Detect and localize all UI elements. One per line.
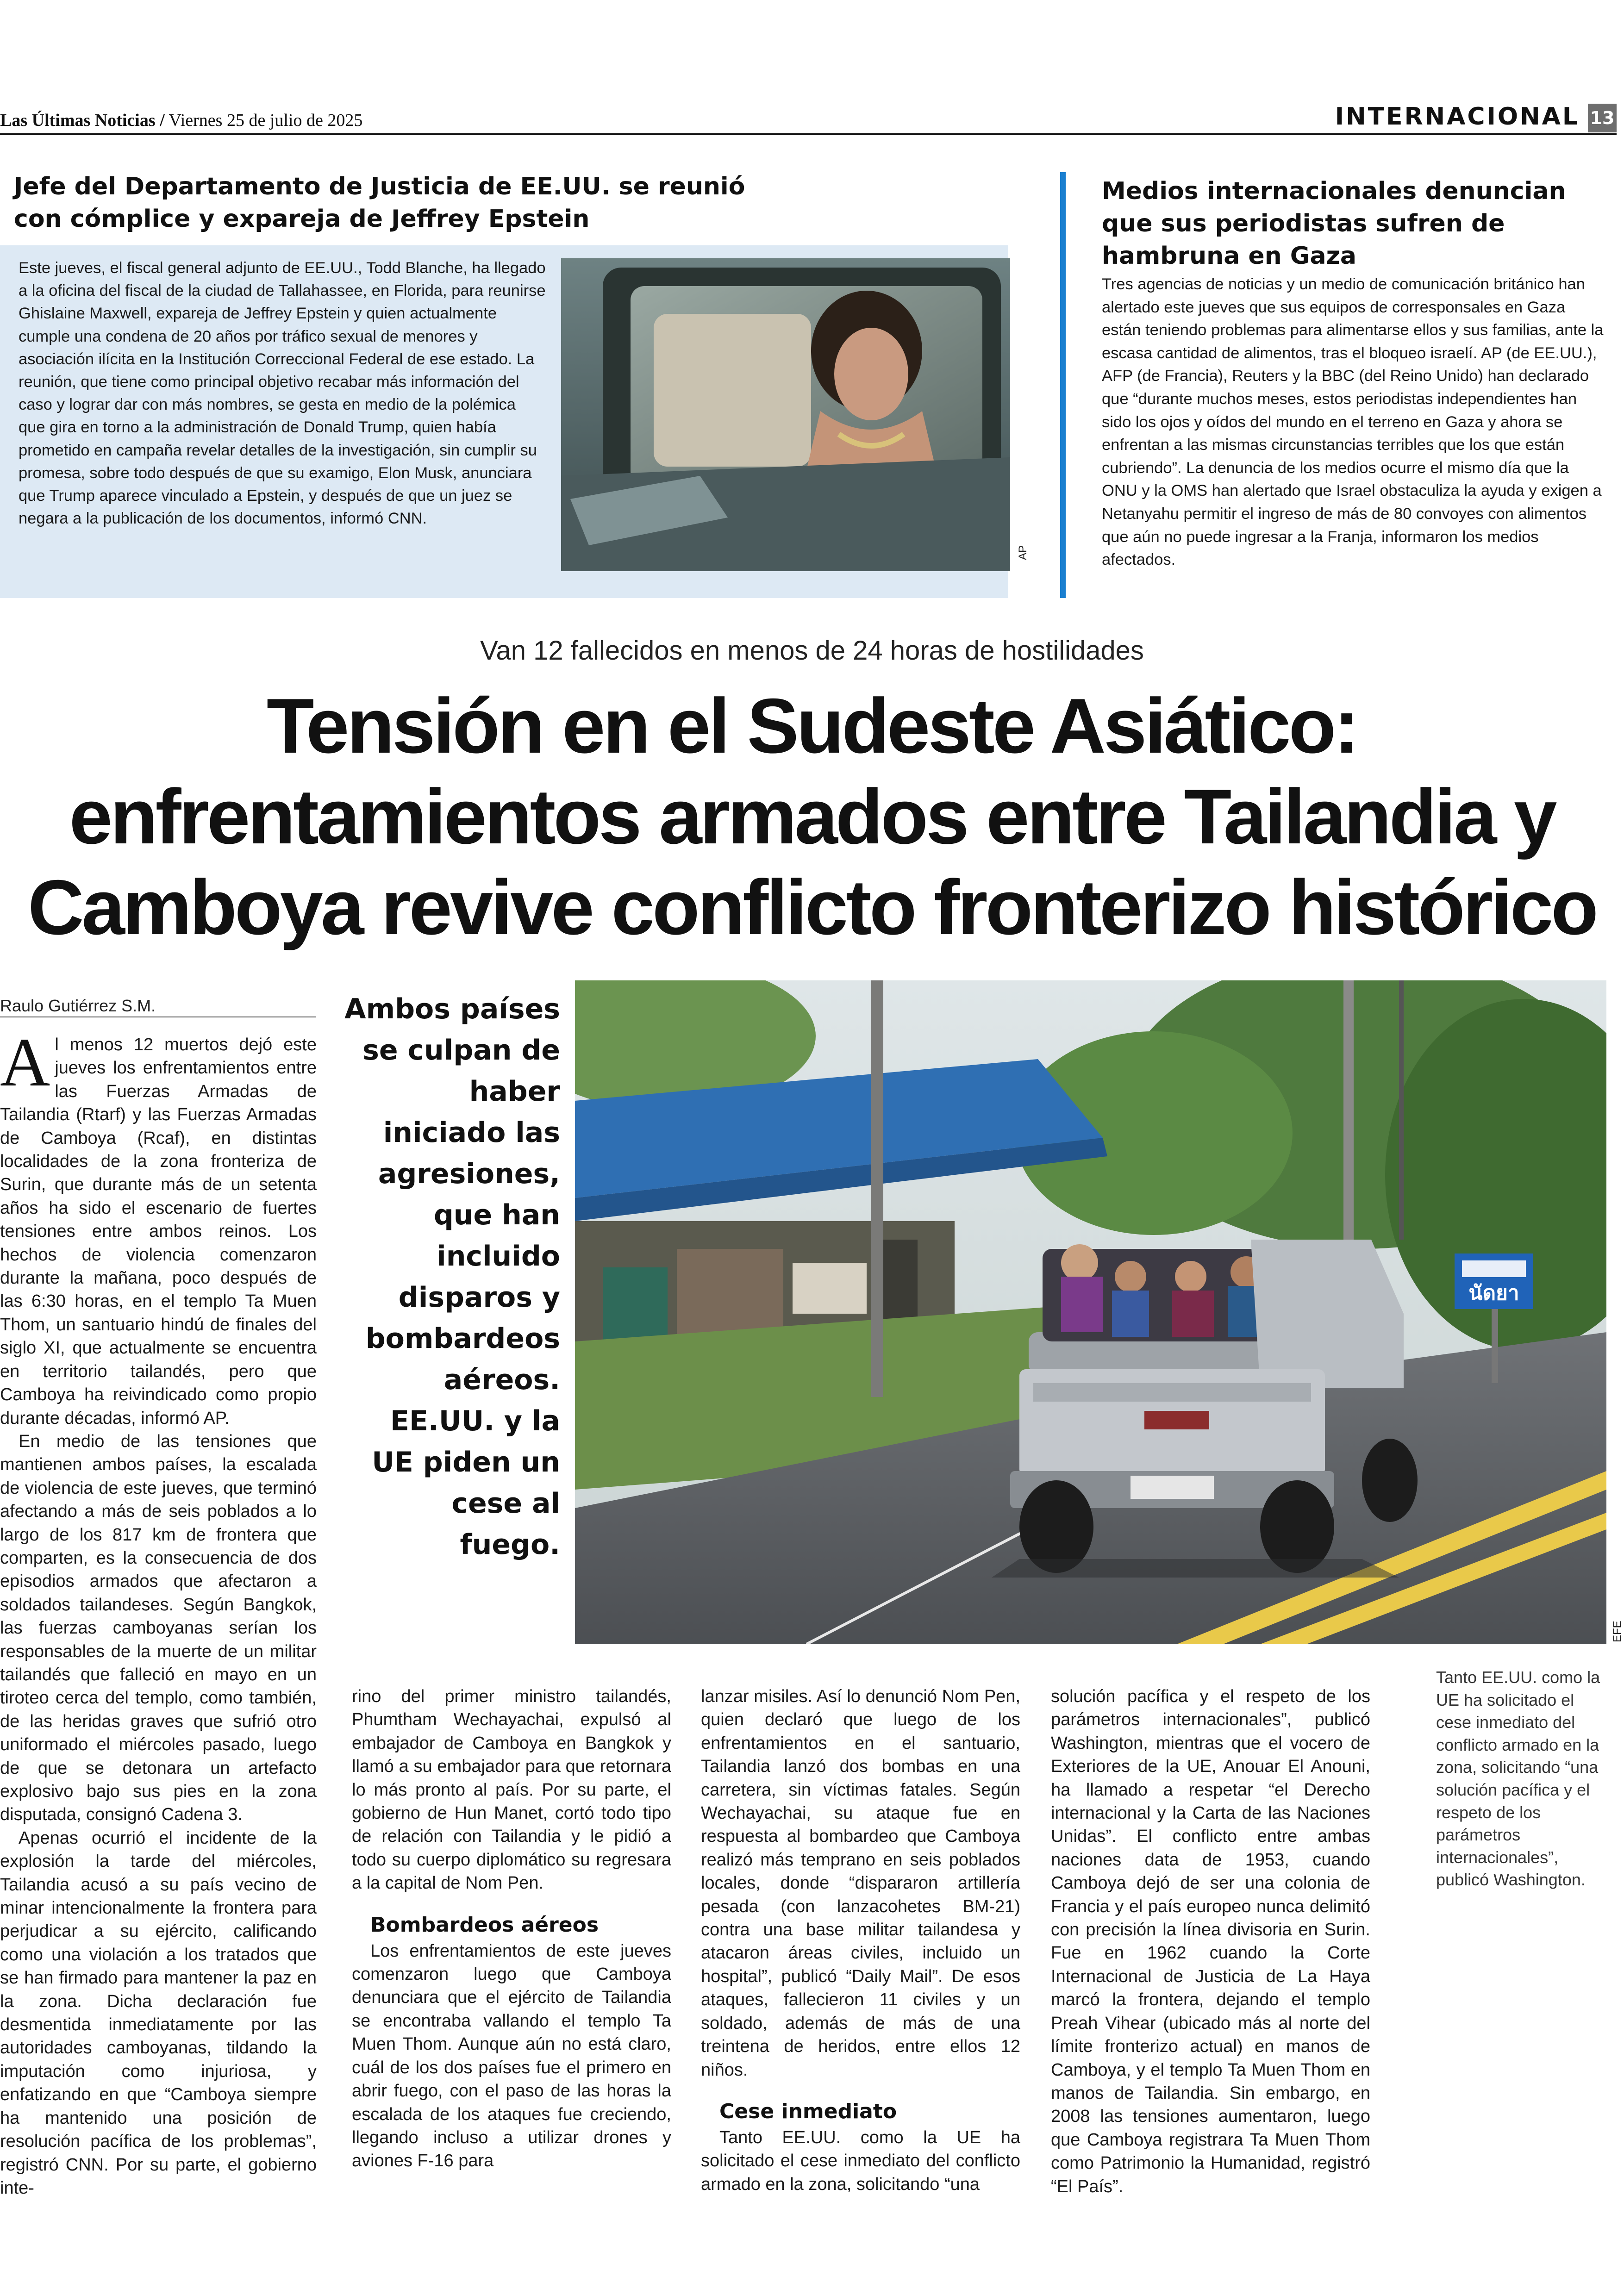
headline-line: Camboya revive conflicto fronterizo histórico — [28, 864, 1596, 951]
masthead-separator: / — [160, 111, 165, 130]
section-name: INTERNACIONAL — [1335, 103, 1580, 131]
article-paragraph: En medio de las tensiones que mantienen ambos países, la escalada de violencia de este jueves, que terminó afectando a más de seis poblados a lo largo de los 817 km de frontera que comparten, es la consecuencia de dos episodios armados que afectaron a soldados tailandeses. Según Bangkok, las fuerzas camboyanas serían los responsables de la muerte de un militar tailandés que falleció en mayo en un tiroteo cerca del templo, como también, de las heridas graves que sufrió otro uniformado el miércoles pasado, luego de que se detonara un artefacto explosivo bajo sus pies en la zona disputada, consignó Cadena 3. — [0, 1431, 317, 1825]
drop-cap: A — [0, 1024, 50, 1101]
subhead-cese: Cese inmediato — [719, 2099, 897, 2123]
column-divider — [1060, 172, 1066, 598]
article-paragraph: solución pacífica y el respeto de los parámetros internacionales”, publicó Washington, mientras que el vocero de Exteriores de la UE, Anouar El Anouni, ha llamado a respetar “el Derecho internacional y la Carta de las Naciones Unidas”. El conflicto entre ambas naciones data de 1953, cuando Camboya dejó de ser una colonia de Francia y el país europeo nunca delimitó con precisión la línea divisoria en Surin. Fue en 1962 cuando la Corte Internacional de Justicia de La Haya marcó la frontera, dejando el templo Preah Vihear (ubicado más al norte del límite fronterizo actual) en manos de Camboya, y el templo Ta Muen Thom en manos de Tailandia. Sin embargo, en 2008 las tensiones aumentaron, luego que Camboya registrara Ta Muen Thom como Patrimonio la Humanidad, registró “El País”. — [1051, 1687, 1370, 2196]
epstein-photo — [561, 258, 1010, 571]
epstein-body: Este jueves, el fiscal general adjunto de EE.UU., Todd Blanche, ha llegado a la oficina del fiscal de la ciudad de Tallahassee, en Florida, para reunirse Ghislaine Maxwell, expareja de Jeffrey Epstein y quien actualmente cumple una condena de 20 años por tráfico sexual de menores y asociación ilícita en la Institución Correccional Federal de ese estado. La reunión, que tiene como principal objetivo recabar más información del caso y lograr dar con más nombres, se gesta en medio de la polémica que gira en torno a la administración de Donald Trump, quien había prometido en campaña revelar detalles de la investigación, sin cumplir su promesa, sobre todo después de que su examigo, Elon Musk, anunciara que Trump aparece vinculado a Epstein, y después de que un juez se negara a la publicación de los documentos, informó CNN. — [19, 259, 546, 528]
photo-caption: Tanto EE.UU. como la UE ha solicitado el cese inmediato del conflicto armado en la zona, solicitando “una solución pacífica y el respeto de los parámetros internacionales”, publicó Washington. — [1436, 1668, 1600, 1890]
issue-date: Viernes 25 de julio de 2025 — [169, 111, 363, 130]
headline-line: enfrentamientos armados entre Tailandia y — [69, 773, 1555, 860]
article-paragraph: lanzar misiles. Así lo denunció Nom Pen, quien declaró que luego de los enfrentamientos en el santuario, Tailandia lanzó dos bombas en una carretera, sin víctimas fatales. Según Wechayachai, su ataque fue en respuesta al bombardeo que Camboya realizó más temprano en seis poblados locales, donde “dispararon artillería pesada (con lanzacohetes BM-21) contra una base militar tailandesa y atacaron áreas civiles, incluido un hospital”, publicó “Daily Mail”. De esos ataques, fallecieron 11 civiles y un soldado, además de más de una treintena de heridos, entre ellos 12 niños. — [701, 1687, 1020, 2080]
pickup-truck-road-photo-illustration — [575, 980, 1606, 1644]
gaza-headline: Medios internacionales denuncian que sus periodistas sufren de hambruna en Gaza — [1102, 177, 1566, 270]
article-column-2 — [352, 1685, 671, 2173]
car-window-photo-illustration — [561, 258, 1010, 571]
article-paragraph: Los enfrentamientos de este jueves comenzaron luego que Camboya denunciara que el ejército de Tailandia se encontraba vallando el templo Ta Muen Thom. Aunque aún no está claro, cuál de los dos países fue el primero en abrir fuego, con el paso de las horas la escalada de los ataques fue creciendo, llegando incluso a utilizar drones y aviones F-16 para — [352, 1941, 671, 2171]
gaza-body: Tres agencias de noticias y un medio de comunicación británico han alertado este jueves que sus equipos de corresponsales en Gaza están teniendo problemas para alimentarse ellos y sus familias, ante la escasa cantidad de alimentos, tras el bloqueo israelí. AP (de EE.UU.), AFP (de Francia), Reuters y la BBC (del Reino Unido) han declarado que “durante muchos meses, estos periodistas independientes han sido los ojos y oídos del mundo en el terreno en Gaza y ahora se enfrentan a las mismas circunstancias terribles que los que están cubriendo”. La denuncia de los medios ocurre el mismo día que la ONU y la OMS han alertado que Israel obstaculiza la ayuda y exigen a Netanyahu permitir el ingreso de más de 80 convoyes con alimentos que aún no puede ingresar a la Franja, informaron los medios afectados. — [1102, 275, 1604, 569]
epstein-headline: Jefe del Departamento de Justicia de EE.UU. se reunió con cómplice y expareja de Jeffrey Epstein — [14, 173, 745, 233]
article-column-1 — [0, 1024, 317, 2200]
article-column-4 — [1051, 1685, 1370, 2198]
main-photo — [575, 980, 1606, 1644]
paper-name: Las Últimas Noticias — [0, 111, 156, 130]
main-headline — [0, 680, 1624, 953]
article-paragraph — [0, 1024, 317, 1430]
main-kicker: Van 12 fallecidos en menos de 24 horas de hostilidades — [480, 636, 1144, 666]
masthead-rule — [0, 133, 1617, 135]
article-paragraph: Tanto EE.UU. como la UE ha solicitado el cese inmediato del conflicto armado en la zona, solicitando “una — [701, 2127, 1020, 2194]
byline: Raulo Gutiérrez S.M. — [0, 996, 156, 1015]
epstein-photo-credit: AP — [1017, 545, 1029, 560]
subhead-bombardeos: Bombardeos aéreos — [370, 1913, 599, 1937]
article-paragraph: Apenas ocurrió el incidente de la explosión la tarde del miércoles, Tailandia acusó a su país vecino de minar intencionalmente la frontera para perjudicar a su ejército, calificando como una violación a los tratados que se han firmado para mantener la paz en la zona. Dicha declaración fue desmentida inmediatamente por las autoridades camboyanas, tildando la imputación como injuriosa, y enfatizando en que “Camboya siempre ha mantenido una posición de resolución pacífica de los problemas”, registró CNN. Por su parte, el gobierno inte- — [0, 1828, 317, 2198]
headline-line: Tensión en el Sudeste Asiático: — [266, 682, 1358, 769]
paragraph-text: l menos 12 muertos dejó este jueves los enfrentamientos entre las Fuerzas Armadas de Tailandia (Rtarf) y las Fuerzas Armadas de Camboya (Rcaf), en distintas localidades de la zona fronteriza de Surin, que durante más de un setenta años ha sido el escenario de fuertes tensiones entre ambos reinos. Los hechos de violencia comenzaron durante la mañana, poco después de las 6:30 horas, en el templo Ta Muen Thom, un santuario hindú de finales del siglo XI, que actualmente se encuentra en territorio tailandés, pero que Camboya ha reivindicado como propio durante décadas, informó AP. — [0, 1035, 317, 1428]
page-number: 13 — [1588, 104, 1617, 132]
article-paragraph: rino del primer ministro tailandés, Phumtham Wechayachai, expulsó al embajador de Camboya en Bangkok y llamó a su embajador para que retornara lo más pronto al país. Por su parte, el gobierno de Hun Manet, cortó todo tipo de relación con Tailandia y le pidió a todo su cuerpo diplomático su regresara a la capital de Nom Pen. — [352, 1687, 671, 1893]
masthead-paper-date — [0, 110, 362, 131]
article-column-3 — [701, 1685, 1020, 2196]
thai-sign-text: นัดยา — [1468, 1281, 1519, 1305]
pull-quote: Ambos países se culpan de haber iniciado las agresiones, que han incluido disparos y bombardeos aéreos. EE.UU. y la UE piden un cese al fuego. — [344, 993, 560, 1561]
main-photo-credit: EFE — [1611, 1621, 1624, 1642]
